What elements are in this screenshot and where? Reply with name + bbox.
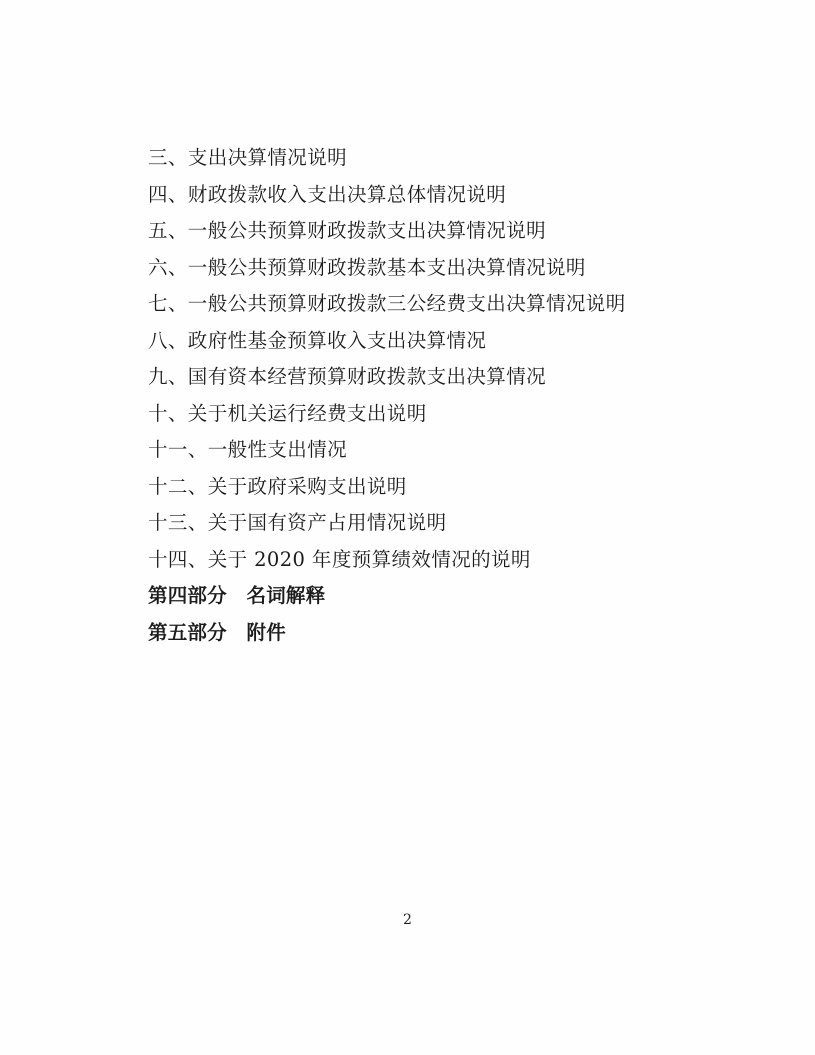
- toc-entry: 十二、关于政府采购支出说明: [148, 474, 407, 498]
- toc-entry: 三、支出决算情况说明: [148, 146, 348, 169]
- toc-entry-section: 第四部分 名词解释: [148, 584, 326, 607]
- toc-entry: 八、政府性基金预算收入支出决算情况: [148, 328, 487, 352]
- toc-entry: 十一、一般性支出情况: [148, 438, 348, 461]
- toc-entry-section: 第五部分 附件: [148, 620, 286, 644]
- toc-entry: 十、关于机关运行经费支出说明: [148, 401, 427, 425]
- page-number: 2: [403, 912, 412, 928]
- toc-entry: 七、一般公共预算财政拨款三公经费支出决算情况说明: [148, 292, 626, 315]
- toc-entry: 六、一般公共预算财政拨款基本支出决算情况说明: [148, 255, 586, 279]
- toc-entry: 九、国有资本经营预算财政拨款支出决算情况: [148, 365, 547, 388]
- toc-entry: 四、财政拨款收入支出决算总体情况说明: [148, 182, 507, 206]
- toc-entry: 十三、关于国有资产占用情况说明: [148, 511, 447, 534]
- table-of-contents: [148, 140, 688, 651]
- toc-entry: 五、一般公共预算财政拨款支出决算情况说明: [148, 219, 547, 242]
- toc-entry: 十四、关于 2020 年度预算绩效情况的说明: [148, 547, 531, 571]
